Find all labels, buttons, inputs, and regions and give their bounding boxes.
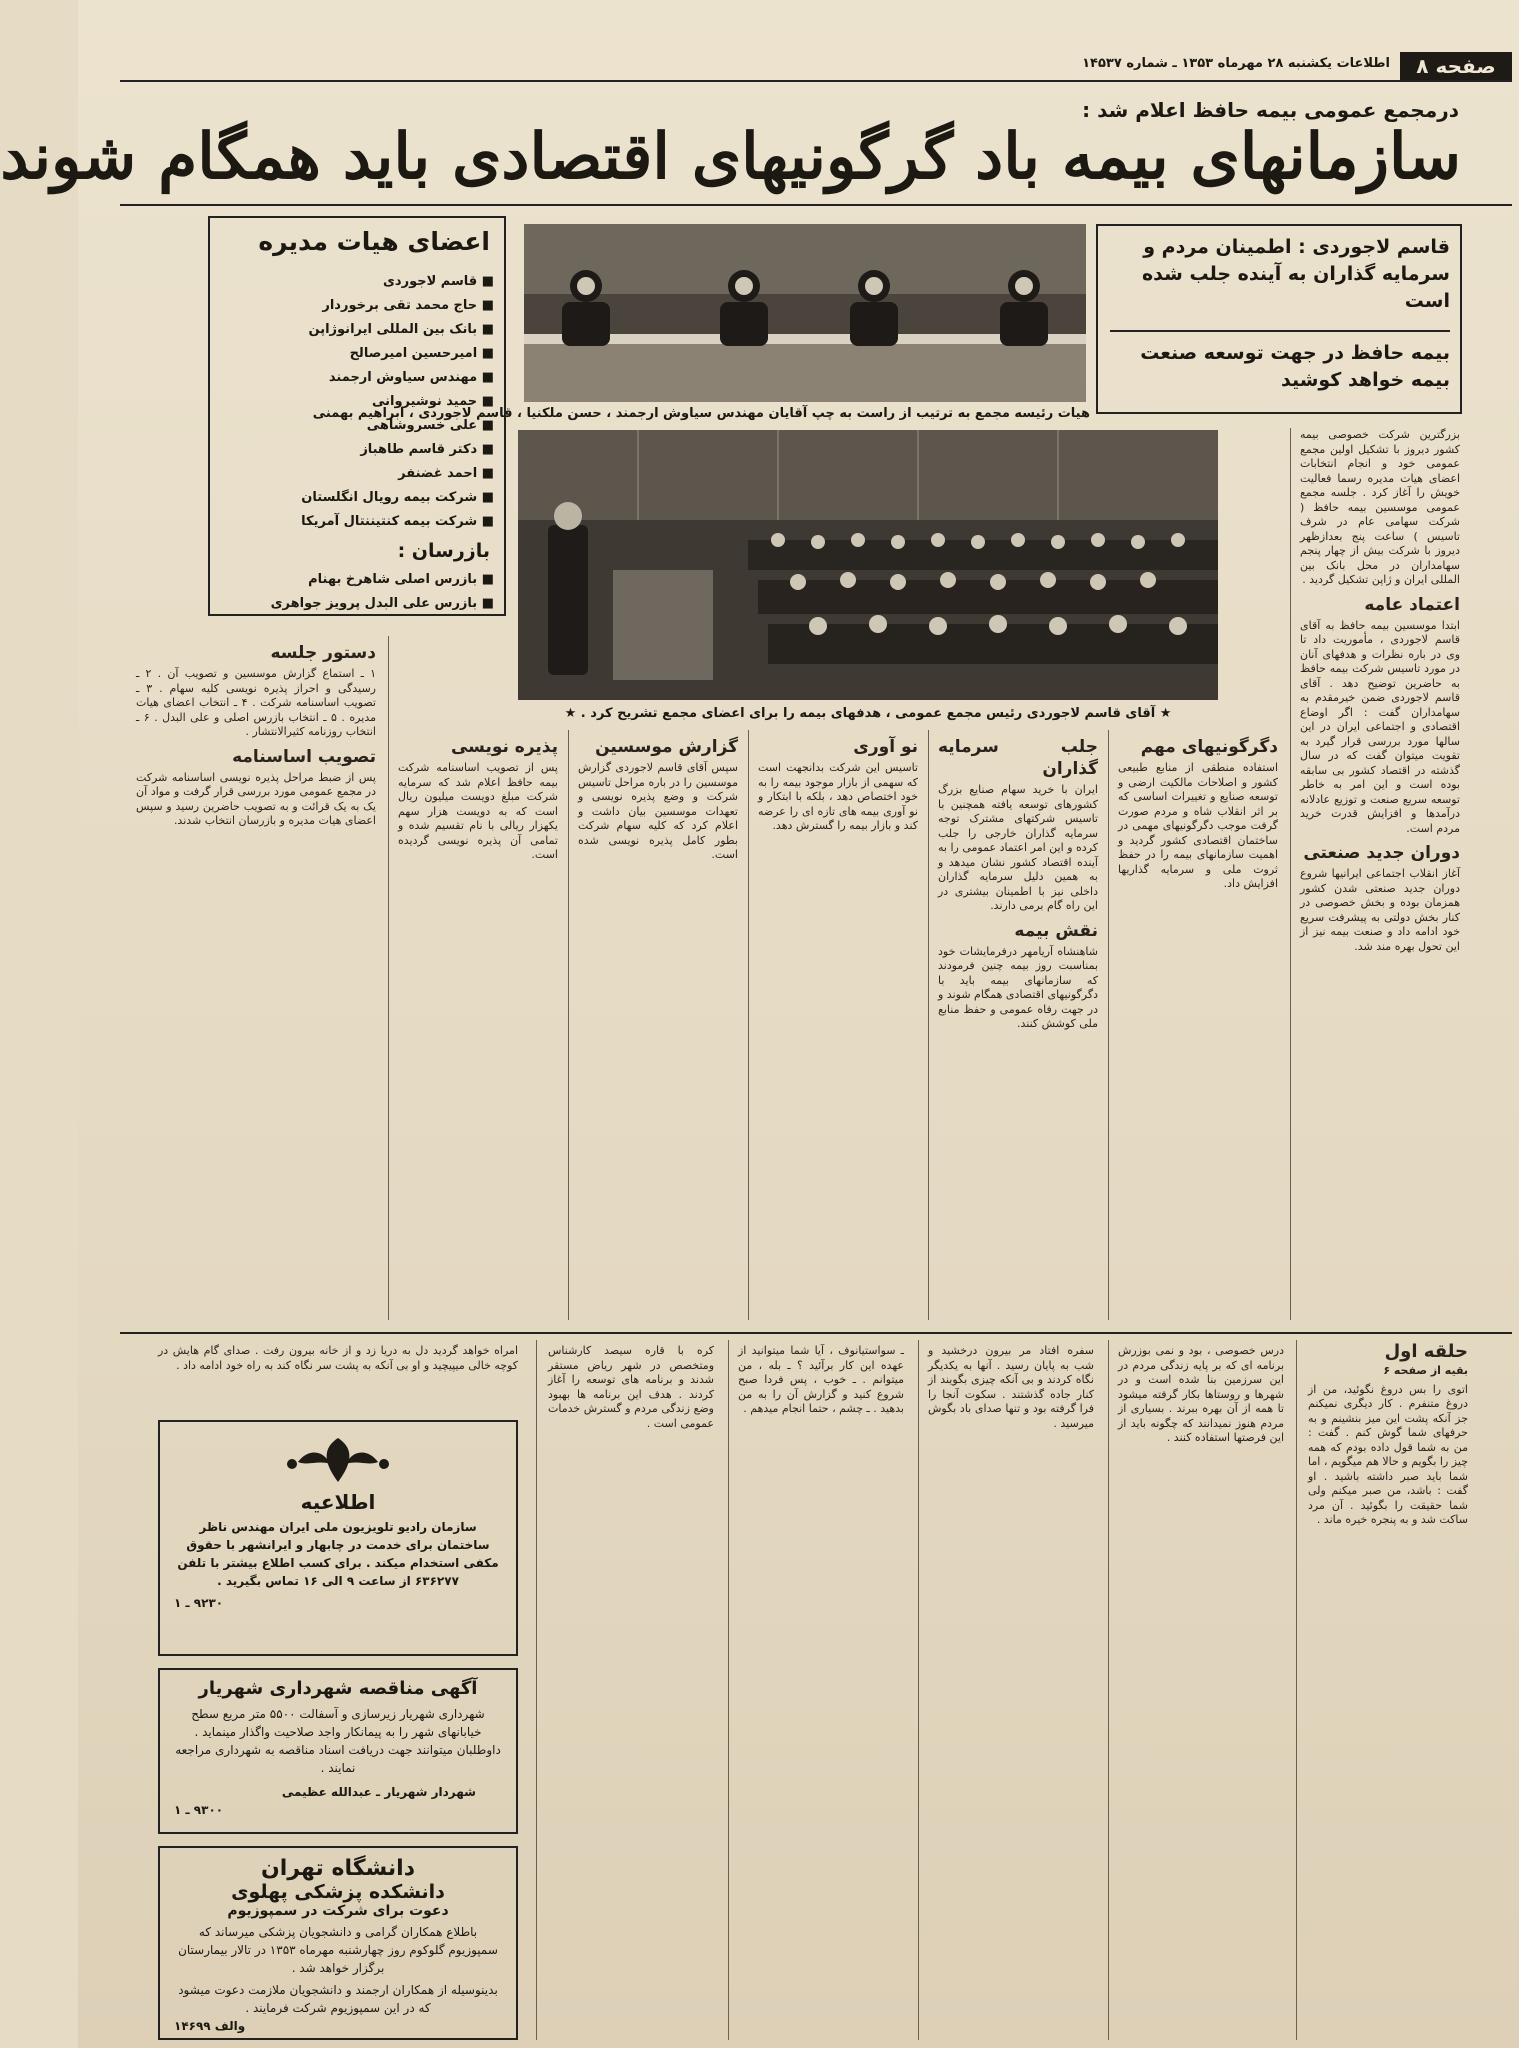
story-text: امراه خواهد گردید دل به دریا زد و از خانه بیرون رفت . صدای گام هایش در کوچه خالی میپیچید و او بی آنکه به پشت سر نگاه کند به راه خود ادامه داد . — [158, 1344, 518, 1372]
section-text: آغاز انقلاب اجتماعی ایرانیها شروع دوران جدید صنعتی شدن کشور همزمان بوده و بخش خصوصی در کنار بخش دولتی به پیشرفت سریع خود ادامه داد و صنعت بیمه نیز از این تحول بهره مند شد. — [1300, 867, 1460, 953]
section-text: شاهنشاه آریامهر درفرمایشات خود بمناسبت روز بیمه چنین فرمودند که سازمانهای بیمه باید با دگرگونیهای اقتصادی همگام شوند و در جهت رفاه عمومی و حفظ منابع ملی کوشش کنند. — [938, 944, 1098, 1030]
serial-story — [1308, 1340, 1468, 2040]
section-heading: دوران جدید صنعتی — [1303, 843, 1460, 863]
story-column-c — [738, 1344, 904, 2040]
inspector-item: ■ بازرس علی البدل پرویز جواهری — [270, 596, 494, 611]
section-text: ابتدا موسسین بیمه حافظ به آقای قاسم لاجوردی ، مأموریت داد تا وی در باره نظرات و هدفهای آنان در مورد تاسیس شرکت بیمه حافظ به حاضرین توضیح دهد . آقای قاسم لاجوردی ضمن خیرمقدم به سهامداران گفت : اگر اوضاع اقتصادی و اجتماعی ایران در این سالها مورد بررسی قرار گیرد به تقویت میتوان گفت که در سال گذشته در اقتصاد کشور بی سابقه بوده است و این امر به خاطر توسعه سریع صنعت و توزیع عادلانه درآمدها و افزایش قدرت خرید مردم است. — [1300, 618, 1460, 835]
section-heading: دگرگونیهای مهم — [1140, 737, 1278, 757]
board-member-list — [218, 270, 494, 534]
board-title: اعضای هیات مدیره — [258, 227, 490, 256]
column-rule — [1296, 1340, 1297, 2040]
story-text: درس خصوصی ، بود و نمی بوزرش برنامه ای که بر پایه زندگی مردم در این سرزمین بنا شده است و در شهرها و روستاها بکار گرفته میشود تا همه از آن بهره ببرند . بسیاری از مردم هنوز نمیدانند که چگونه باید از این فرصتها استفاده کنند . — [1118, 1344, 1284, 1444]
photo1-caption: هیات رئیسه مجمع به ترتیب از راست به چپ آقایان مهندس سیاوش ارجمند ، حسن ملکنیا ، قاسم لاجوردی ، ابراهیم بهمنی — [312, 406, 1090, 421]
notice-ad — [158, 1420, 518, 1656]
story-column-a — [1118, 1344, 1284, 2040]
column-rule — [928, 730, 929, 1320]
article-column-4 — [758, 730, 918, 1320]
board-member: ■ مهندس سیاوش ارجمند — [328, 370, 494, 385]
serial-title: حلقه اول — [1384, 1341, 1468, 1362]
section-heading: نقش بیمه — [1014, 920, 1098, 941]
column-rule — [388, 636, 389, 1320]
university-code: والف ۱۴۶۹۹ — [174, 2019, 246, 2033]
inspector-item: ■ بازرس اصلی شاهرخ بهنام — [308, 572, 494, 587]
column-rule — [536, 1340, 537, 2040]
tender-signature: شهردار شهریار ـ عبدالله عظیمی — [281, 1785, 476, 1799]
column-rule — [728, 1340, 729, 2040]
tender-title: آگهی مناقصه شهرداری شهریار — [198, 1678, 478, 1699]
photo-board-panel — [524, 224, 1086, 402]
section-heading: پذیره نویسی — [450, 737, 558, 757]
university-body: باطلاع همکاران گرامی و دانشجویان پزشکی میرساند که سمپوزیوم گلوکوم روز چهارشنبه مهرماه ۱۳۵۳ در تالار بیمارستان برگزار خواهد شد . — [178, 1925, 498, 1975]
inspectors-list — [218, 568, 494, 616]
section-text: ۱ ـ استماع گزارش موسسین و تصویب آن . ۲ ـ رسیدگی و احراز پذیره نویسی کلیه سهام . ۳ ـ تصویب اساسنامه شرکت . ۴ ـ انتخاب اعضای هیات مدیره . ۵ ـ انتخاب بازرس اصلی و علی البدل . ۶ ـ انتخاب روزنامه کثیرالانتشار . — [136, 667, 376, 738]
story-text: ـ سواستیانوف ، آیا شما میتوانید از عهده این کار برآئید ؟ ـ بله ، من میتوانم . ـ خوب ، پس فردا صبح شروع کنید و گزارش آن را به من بدهید . ـ چشم ، حتما انجام میدهم . — [738, 1344, 904, 1415]
serial-text: اتوی را بس دروغ نگوئید، من از دروغ متنفرم . کار دیگری نمیکنم جز آنکه پشت این میز بنشینم و به حرفهای شما گوش کنم . گفت : من به شما قول داده بودم که همه چیز را بگویم و حالا هم میگویم ، اما شما باید صبر داشته باشید . او گفت : باشد، من صبر میکنم ولی شما حقیقت را بگوئید . آن مرد ساکت شد و به پنجره خیره ماند . — [1308, 1382, 1468, 1526]
quote-hafez: بیمه حافظ در جهت توسعه صنعت بیمه خواهد کوشید — [1140, 342, 1450, 391]
lower-section-rule — [120, 1332, 1512, 1334]
section-text: تاسیس این شرکت بدانجهت است که سهمی از بازار موجود بیمه را به خود اختصاص دهد ، بلکه با ابتکار و نو آوری بیمه های تازه ای را عرضه کند و بازار بیمه را گسترش دهد. — [758, 761, 918, 832]
section-heading: گزارش موسسین — [595, 737, 738, 757]
section-heading: تصویب اساسنامه — [232, 746, 376, 767]
main-headline: سازمانهای بیمه باد گرگونیهای اقتصادی باید همگام شوند — [0, 119, 1461, 193]
article-column-3 — [938, 730, 1098, 1320]
board-member: ■ امیرحسین امیرصالح — [349, 346, 494, 361]
photo2-caption: ★ آقای قاسم لاجوردی رئیس مجمع عمومی ، هدفهای بیمه را برای اعضای مجمع تشریح کرد . ★ — [564, 706, 1172, 721]
column-rule — [568, 730, 569, 1320]
quote-divider — [1110, 330, 1450, 332]
board-member: ■ حمید نوشیروانی — [371, 394, 494, 409]
section-heading: جلب سرمایه گذاران — [938, 737, 1098, 779]
column-rule — [1290, 428, 1291, 1320]
section-heading: اعتماد عامه — [1364, 594, 1460, 615]
article-column-6 — [398, 730, 558, 1320]
section-text: استفاده منطقی از منابع طبیعی کشور و اصلاحات مالکیت ارضی و توسعه صنایع و تغییرات اساسی که بر اثر انقلاب شاه و مردم صورت گرفت موجب دگرگونیهای مهمی در ساختمان اقتصادی کشور گردید و اهمیت سازمانهای بیمه را در حفظ ثروت ملی و سرمایه گذاریها افزایش داد. — [1118, 761, 1278, 890]
story-text: کره با قاره سیصد کارشناس ومتخصص در شهر ریاض مستقر شدند و برنامه های توسعه را آغاز کردند . هدف این برنامه ها بهبود وضع زندگی مردم و گسترش خدمات عمومی است . — [548, 1344, 714, 1430]
board-photo-image — [524, 224, 1086, 402]
university-title: دانشگاه تهران — [261, 1856, 415, 1881]
article-intro: بزرگترین شرکت خصوصی بیمه کشور دیروز با تشکیل اولین مجمع عمومی خود و انجام انتخابات اعضای هیات مدیره رسما فعالیت خویش را آغاز کرد . جلسه مجمع عمومی موسسین بیمه حافظ ( شرکت سهامی عام در شرف تاسیس ) ساعت پنج بعدازظهر دیروز با شرکت بیش از چهار پنجم سهامداران در محل بانک بین المللی ایران و ژاپن تشکیل گردید . — [1300, 428, 1460, 586]
photo-meeting-hall — [518, 430, 1218, 700]
story-column-d — [548, 1344, 714, 2040]
section-heading: نو آوری — [853, 737, 918, 757]
notice-title: اطلاعیه — [300, 1490, 376, 1514]
serial-continuation: بقیه از صفحه ۶ — [1383, 1364, 1468, 1377]
board-member: ■ شرکت بیمه رویال انگلستان — [301, 490, 494, 505]
board-member: ■ شرکت بیمه کنتیننتال آمریکا — [301, 514, 494, 529]
story-column-e — [158, 1344, 518, 1408]
section-heading: دستور جلسه — [270, 643, 376, 663]
story-column-b — [928, 1344, 1094, 2040]
article-column-5 — [578, 730, 738, 1320]
board-member: ■ حاج محمد تقی برخوردار — [322, 298, 494, 313]
university-footer: بدینوسیله از همکاران ارجمند و دانشجویان ملازمت دعوت میشود که در این سمپوزیوم شرکت فرمایند . — [178, 1983, 498, 2015]
inspectors-title: بازرسان : — [397, 540, 490, 562]
meeting-photo-image — [518, 430, 1218, 700]
notice-code: ۹۲۳۰ ـ ۱ — [174, 1596, 224, 1610]
ornament-emblem-icon — [278, 1432, 398, 1488]
article-column-right — [1300, 428, 1460, 1320]
quote-lajevardi: قاسم لاجوردی : اطمینان مردم و سرمایه گذاران به آینده جلب شده است — [1141, 236, 1450, 312]
notice-body: سازمان رادیو تلویزیون ملی ایران مهندس ناظر ساختمان برای خدمت در چابهار و ایرانشهر با حقوق مکفی استخدام میکند . برای کسب اطلاع بیشتر با تلفن ۶۳۶۲۷۷ از ساعت ۹ الی ۱۶ تماس بگیرید . — [177, 1520, 499, 1588]
section-text: پس از تصویب اساسنامه شرکت بیمه حافظ اعلام شد که سرمایه شرکت مبلغ دویست میلیون ریال است که به دویست هزار سهم یکهزار ریالی با نام تقسیم شده و تمامی آن پذیره نویسی گردیده است. — [398, 761, 558, 861]
board-member: ■ احمد غضنفر — [398, 466, 494, 481]
section-text: ایران با خرید سهام صنایع بزرگ کشورهای توسعه یافته همچنین با تاسیس شرکتهای مشترک توجه سرمایه گذاران خارجی را جلب کرده و این امر اعتماد عمومی را به آینده اقتصاد کشور نشان میدهد و به همین دلیل سرمایه گذاران داخلی نیز با اطمینان بیشتری در این راه گام برمی دارند. — [938, 783, 1098, 912]
column-rule — [1108, 730, 1109, 1320]
headline-rule — [120, 204, 1512, 206]
tender-ad — [158, 1668, 518, 1834]
column-rule — [748, 730, 749, 1320]
column-rule — [918, 1340, 919, 2040]
section-text: پس از ضبط مراحل پذیره نویسی اساسنامه شرکت در مجمع عمومی مورد بررسی قرار گرفت و مواد آن یک به یک قرائت و به تصویب حاضرین رسید و سپس اعضای هیات مدیره و بازرسان انتخاب شدند. — [136, 770, 376, 827]
quote-box — [1096, 224, 1462, 414]
tender-code: ۹۳۰۰ ـ ۱ — [174, 1803, 224, 1817]
page-number-badge: صفحه ۸ — [1400, 52, 1512, 80]
story-text: سفره افتاد مر بیرون درخشید و شب به پایان رسید . آنها به یکدیگر نگاه کردند و بی آنکه چیزی بگویند از کنار جاده گذشتند . سکوت آنجا را فرا گرفته بود و تنها صدای باد بگوش میرسید . — [928, 1344, 1094, 1430]
board-member: ■ علی خسروشاهی — [366, 418, 494, 433]
university-ad — [158, 1846, 518, 2040]
board-members-box — [208, 216, 506, 616]
board-member: ■ بانک بین المللی ایرانوژاپن — [308, 322, 494, 337]
headline-kicker: درمجمع عمومی بیمه حافظ اعلام شد : — [1082, 98, 1459, 122]
board-member: ■ دکتر قاسم طاهباز — [360, 442, 494, 457]
issue-info: اطلاعات یکشنبه ۲۸ مهرماه ۱۳۵۳ ـ شماره ۱۴۵۳۷ — [1082, 56, 1390, 71]
tender-body: شهرداری شهریار زیرسازی و آسفالت ۵۵۰۰ متر مربع سطح خیابانهای شهر را به پیمانکار واجد صلاحیت واگذار مینماید . داوطلبان میتوانند جهت دریافت اسناد مناقصه به شهرداری مراجعه نمایند . — [175, 1707, 501, 1775]
board-member: ■ قاسم لاجوردی — [383, 274, 494, 289]
section-text: سپس آقای قاسم لاجوردی گزارش موسسین را در باره مراحل تاسیس شرکت و وضع پذیره نویسی و تعهدات موسسین بیان داشت و اعلام کرد که کلیه سهام شرکت بطور کامل پذیره نویسی شده است. — [578, 761, 738, 861]
university-faculty: دانشکده پزشکی پهلوی — [231, 1881, 445, 1903]
page-header — [120, 52, 1512, 82]
university-subtitle: دعوت برای شرکت در سمپوزیوم — [227, 1903, 449, 1919]
article-column-left — [136, 636, 376, 1320]
article-column-2 — [1118, 730, 1278, 1320]
column-rule — [1108, 1340, 1109, 2040]
